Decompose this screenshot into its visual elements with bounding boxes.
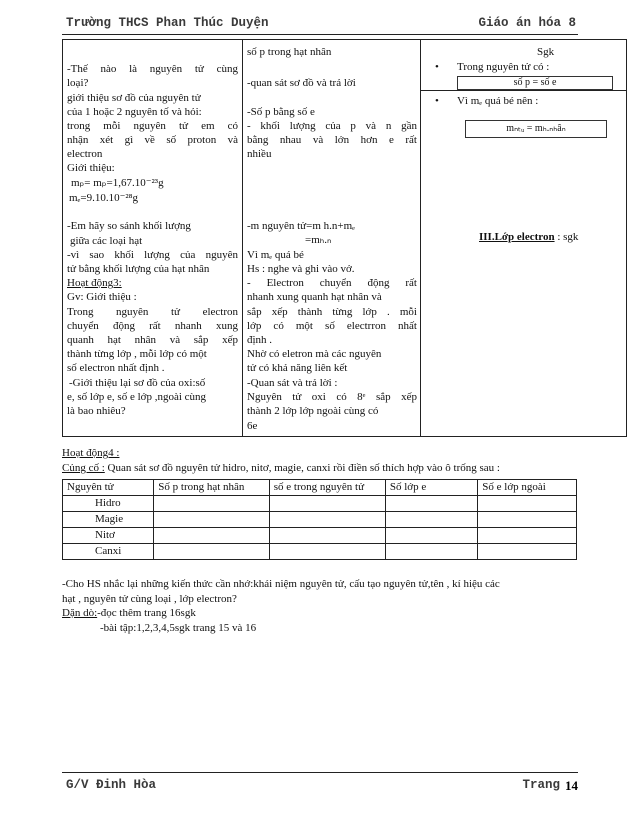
- text-line: của 1 hoặc 2 nguyên tố và hỏi:: [67, 106, 202, 118]
- school-name: Trường THCS Phan Thúc Duyện: [66, 16, 269, 30]
- text-line: -Số p bằng số e: [247, 106, 315, 118]
- text-line: giới thiệu sơ đồ của nguyên tử: [67, 92, 201, 104]
- cell-divider: [421, 90, 626, 91]
- text-line: -Thế nào là nguyên tử cùng: [67, 63, 238, 75]
- text-line: Vì mₑ quá bé nên :: [457, 95, 539, 107]
- text-line: Vì mₑ quá bé: [247, 249, 304, 261]
- text-line: nhiều: [247, 148, 272, 160]
- table-cell[interactable]: [385, 544, 477, 560]
- text-line: chuyển động rất nhanh xung: [67, 320, 238, 332]
- text-line: electron: [67, 148, 103, 160]
- text-line: - Electron chuyển động rất: [247, 277, 417, 289]
- text-line: định .: [247, 334, 273, 346]
- text-line: Trong nguyên tử electron: [67, 306, 238, 318]
- text-line: Nhờ có eletron mà các nguyên: [247, 348, 382, 360]
- table-cell[interactable]: [154, 496, 270, 512]
- activity-heading: Hoạt động4 :: [62, 447, 120, 459]
- closing-paragraph: hạt , nguyên tử cùng loại , lớp electron?: [62, 593, 237, 605]
- table-cell[interactable]: [478, 544, 577, 560]
- text-line: Trong nguyên tử có :: [457, 61, 550, 73]
- text-line: - khối lượng của p và n gần: [247, 120, 417, 132]
- text-line: -Em hãy so sánh khối lượng: [67, 220, 191, 232]
- table-header-cell: Nguyên tử: [63, 480, 154, 496]
- page-footer: [62, 776, 578, 796]
- text-line: Nguyên tử oxi có 8ᵉ sắp xếp: [247, 391, 417, 403]
- text-line: sắp xếp thành từng lớp . mỗi: [247, 306, 417, 318]
- formula-box: số p = số e: [457, 76, 613, 90]
- table-cell: Canxi: [63, 544, 154, 560]
- student-activity-column: [243, 40, 421, 436]
- table-header-cell: Số e lớp ngoài: [478, 480, 577, 496]
- table-cell[interactable]: [478, 496, 577, 512]
- table-cell: Magie: [63, 512, 154, 528]
- table-cell[interactable]: [154, 512, 270, 528]
- text-line: tử bằng khối lượng của hạt nhân: [67, 263, 210, 275]
- table-header-cell: Số lớp e: [385, 480, 477, 496]
- table-cell[interactable]: [478, 528, 577, 544]
- table-header-cell: Số p trong hạt nhân: [154, 480, 270, 496]
- table-row: [63, 496, 577, 512]
- table-cell[interactable]: [385, 512, 477, 528]
- table-cell[interactable]: [385, 528, 477, 544]
- page-label: Trang: [522, 778, 560, 792]
- formula-line: mₑ=9.10.10⁻²⁸g: [69, 192, 139, 204]
- text-line: Giới thiệu:: [67, 162, 115, 174]
- table-cell[interactable]: [385, 496, 477, 512]
- lesson-table: [62, 39, 627, 437]
- table-cell[interactable]: [269, 528, 385, 544]
- formula-line: =mₕ.ₙ: [305, 234, 332, 246]
- text-line: số p trong hạt nhân: [247, 46, 332, 58]
- teacher-activity-column: [63, 40, 243, 436]
- section-title: III.Lớp electron: [479, 231, 555, 243]
- header-rule: [62, 34, 578, 35]
- table-header-row: [63, 480, 577, 496]
- footer-rule: [62, 772, 578, 773]
- text-line: -Quan sát và trả lời :: [247, 377, 338, 389]
- table-cell: Hidro: [63, 496, 154, 512]
- text-line: quanh hạt nhân và sắp xếp: [67, 334, 238, 346]
- table-row: [63, 528, 577, 544]
- table-cell[interactable]: [154, 528, 270, 544]
- activity-heading: Hoạt động3:: [67, 277, 122, 289]
- content-column: [421, 40, 626, 436]
- table-header-cell: số e trong nguyên tử: [269, 480, 385, 496]
- text-line: Gv: Giới thiệu :: [67, 291, 137, 303]
- page-number: 14: [565, 778, 578, 793]
- teacher-name: G/V Đinh Hòa: [66, 778, 157, 792]
- subject-title: Giáo án hóa 8: [478, 16, 576, 30]
- table-cell[interactable]: [478, 512, 577, 528]
- exercise-table: [62, 479, 577, 560]
- table-cell[interactable]: [154, 544, 270, 560]
- text-line: -vì sao khối lượng của nguyên: [67, 249, 238, 261]
- section-heading: [479, 231, 578, 245]
- text-line: trong mỗi nguyên tử em có: [67, 120, 238, 132]
- text-line: số electron nhất định .: [67, 362, 165, 374]
- section-tail: : sgk: [554, 231, 579, 243]
- text-line: Sgk: [537, 46, 555, 58]
- consolidate-line: [62, 462, 500, 476]
- text-line: -Giới thiệu lại sơ đồ của oxi:số: [69, 377, 206, 389]
- formula-line: mₚ= mₚ=1,67.10⁻²³g: [71, 177, 164, 189]
- table-row: [63, 544, 577, 560]
- homework-line: [62, 607, 196, 621]
- text-line: -quan sát sơ đồ và trả lời: [247, 77, 356, 89]
- formula-box: mₙₜᵤ = mₕ.ₙₕâₙ: [465, 120, 607, 138]
- consolidate-label: Củng cố :: [62, 462, 105, 474]
- bullet-icon: •: [435, 61, 439, 73]
- homework-text: -đọc thêm trang 16sgk: [97, 607, 196, 619]
- table-cell: Nitơ: [63, 528, 154, 544]
- text-line: bằng nhau và lớn hơn e rất: [247, 134, 417, 146]
- table-cell[interactable]: [269, 496, 385, 512]
- text-line: tử có khả năng liên kết: [247, 362, 348, 374]
- text-line: thành 2 lớp lớp ngoài cùng có: [247, 405, 379, 417]
- formula-line: -m nguyên tử=m h.n+mₑ: [247, 220, 355, 232]
- table-cell[interactable]: [269, 544, 385, 560]
- consolidate-text: Quan sát sơ đồ nguyên tử hidro, nitơ, magie, canxi rồi điền số thích hợp vào ô trống sau :: [104, 462, 500, 474]
- table-row: [63, 512, 577, 528]
- text-line: loại?: [67, 77, 89, 89]
- closing-paragraph: -Cho HS nhắc lại những kiến thức cần nhớ:khái niệm nguyên tử, cấu tạo nguyên tử,tên , kí hiệu các: [62, 578, 500, 590]
- homework-line: -bài tập:1,2,3,4,5sgk trang 15 và 16: [100, 622, 257, 634]
- text-line: thành từng lớp , mỗi lớp có một: [67, 348, 207, 360]
- text-line: là bao nhiêu?: [67, 405, 126, 417]
- text-line: nhận xét gì về số proton và: [67, 134, 238, 146]
- text-line: e, số lớp e, số e lớp ,ngoài cùng: [67, 391, 207, 403]
- text-line: 6e: [247, 420, 258, 432]
- bullet-icon: •: [435, 95, 439, 107]
- table-cell[interactable]: [269, 512, 385, 528]
- homework-label: Dặn dò:: [62, 607, 98, 619]
- text-line: nhanh xung quanh hạt nhân và: [247, 291, 382, 303]
- page-header: [62, 12, 578, 32]
- text-line: giữa các loại hạt: [70, 235, 143, 247]
- text-line: Hs : nghe và ghi vào vở.: [247, 263, 355, 275]
- text-line: lớp có một số electrron nhất: [247, 320, 417, 332]
